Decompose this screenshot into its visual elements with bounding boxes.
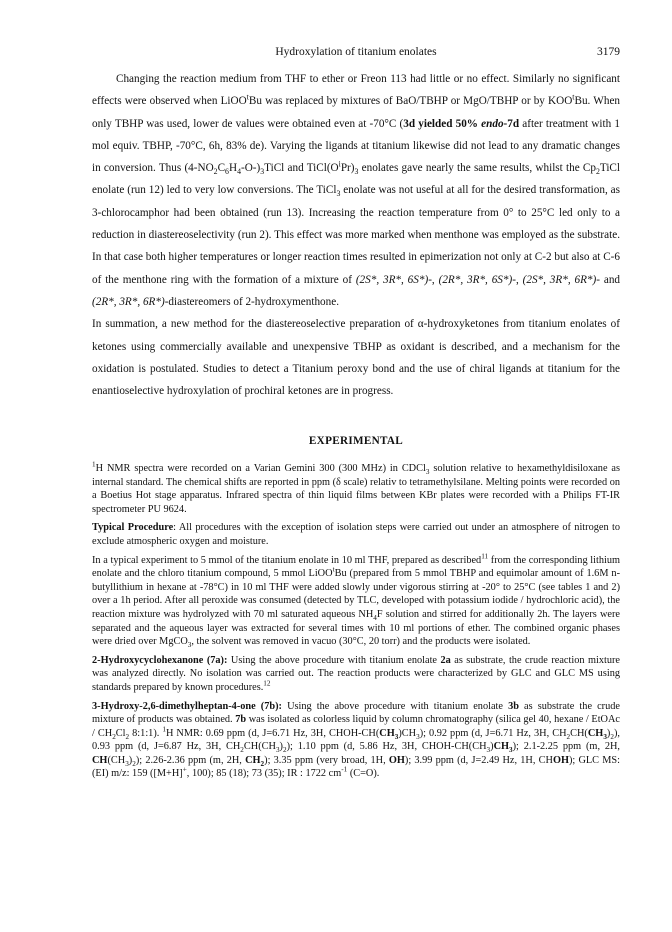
section-heading-experimental: EXPERIMENTAL (308, 435, 404, 447)
paragraph-instruments: $^1$H NMR spectra were recorded on a Varian Gemini 300 (300 MHz) in CDCl$_3$ solution relative to hexamethyldisiloxane as internal standard. The chemical shifts are reported in ppm (δ scale) relativ to tetramethylsilane. Melting points were recorded on a Boetius Hot stage apparatus. Infrared spectra of thin liquid films between KBr plates were recorded with a Philips FT-IR spectrometer PU 9624. (92, 460, 620, 515)
discussion-section (92, 68, 620, 402)
paragraph-solvent-effects: Changing the reaction medium from THF to ether or Freon 113 had little or no effect. Similarly no significant effects were observed when LiOO$^t$Bu was replaced by mixtures of BaO/TBHP or MgO/TBHP or by KOO$^t$Bu. When only TBHP was used, lower de values were obtained even at -70°C (3d yielded 50% endo-7d after treatment with 1 mol equiv. TBHP, -70°C, 6h, 83% de). Varying the ligands at titanium likewise did not lead to any dramatic changes in conversion. Thus $(4-NO_2C_6H_4-O-)_3TiCl$ and $TiCl(O^iPr)_3$ enolates gave nearly the same results, whilst the $Cp_2TiCl$ enolate (run 12) led to very low conversions. The TiCl$_3$ enolate was not useful at all for the desired transformation, as 3-chlorocamphor had been obtained (run 13). Increasing the reaction temperature from 0° to 25°C led only to a reduction in diastereoselectivity (run 2). This effect was more marked when menthone was employed as the substrate. In that case both higher temperatures or longer reaction times resulted in epimerization not only at C-2 but also at C-6 of the menthone ring with the formation of a mixture of (2S*, 3R*, 6S*)-, (2R*, 3R*, 6S*)-, (2S*, 3R*, 6R*)- and (2R*, 3R*, 6R*)-diastereomers of 2-hydroxymenthone. (92, 73, 621, 308)
page-header (92, 46, 620, 62)
paragraph-summation: In summation, a new method for the diastereoselective preparation of α-hydroxyketones from titanium enolates of ketones using commercially available and unexpensive TBHP as oxidant is described, and a mechanism for the oxidation is postulated. Studies to detect a Titanium peroxy bond and the use of chiral ligands at titanium for the enantioselective hydroxylation of prochiral ketones are in progress. (92, 318, 620, 398)
running-title: Hydroxylation of titanium enolates (275, 46, 437, 58)
paragraph-typical-procedure: Typical Procedure: All procedures with the exception of isolation steps were carried out under an atmosphere of nitrogen to exclude atmospheric oxygen and moisture. (92, 522, 620, 547)
paragraph-procedure-details: In a typical experiment to 5 mmol of the titanium enolate in 10 ml THF, prepared as described$^{11}$ from the corresponding lithium enolate and the chloro titanium compound, 5 mmol LiOO$^t$Bu (prepared from 5 mmol TBHP and equimolar amount of 1.6M n-butyllithium in hexane at -78°C) in 10 ml THF were added slowly under vigorous stirring at -20° to 25°C (see tables 1 and 2) over a 1h period. After all peroxide was consumed (detected by TLC, developed with potassium iodide / hydrochloric acid), the reaction mixture was hydrolyzed with 70 ml saturated aqueous $NH_4F$ solution and stirred for additionally 2h. The layers were separated and the aqueous layer was extracted for several times with 10 ml portions of ether. The combined organic phases were dried over MgCO$_3$, the solvent was removed in vacuo (30°C, 20 torr) and the products were isolated. (92, 552, 620, 650)
paragraph-compound-7a: 2-Hydroxycyclohexanone (7a): Using the above procedure with titanium enolate 2a as substrate, the crude reaction mixture was analyzed directly. No isolation was carried out. The reaction products were characterized by GLC and GLC MS using standards prepared by known procedures.$^{12}$ (92, 654, 620, 693)
paragraph-compound-7b: 3-Hydroxy-2,6-dimethylheptan-4-one (7b): Using the above procedure with titanium enolate 3b as substrate the crude mixture of products was obtained. 7b was isolated as colorless liquid by column chromatography (silica gel 40, hexane / EtOAc / $CH_2Cl_2$ 8:1:1). $^1$H NMR: 0.69 ppm (d, J=6.71 Hz, 3H, CHOH-$CH(CH_3)CH_3$); 0.92 ppm (d, J=6.71 Hz, 3H, $CH_2CH(CH_3)_2$), 0.93 ppm (d, J=6.87 Hz, 3H, $CH_2CH(CH_3)_2$); 1.10 ppm (d, 5.86 Hz, 3H, CHOH-$CH(CH_3)CH_3$); 2.1-2.25 ppm (m, 2H, $CH(CH_3)_2$); 2.26-2.36 ppm (m, 2H, $CH_2$); 3.35 ppm (very broad, 1H, OH); 3.99 ppm (d, J=2.49 Hz, 1H, CHOH); GLC MS: (EI) m/z: 159 ([M+H]+, 100); 85 (18); 73 (35); IR : 1722 $cm^{-1}$ (C=O). (92, 700, 620, 780)
experimental-section (92, 462, 620, 786)
page-number: 3179 (597, 46, 620, 58)
